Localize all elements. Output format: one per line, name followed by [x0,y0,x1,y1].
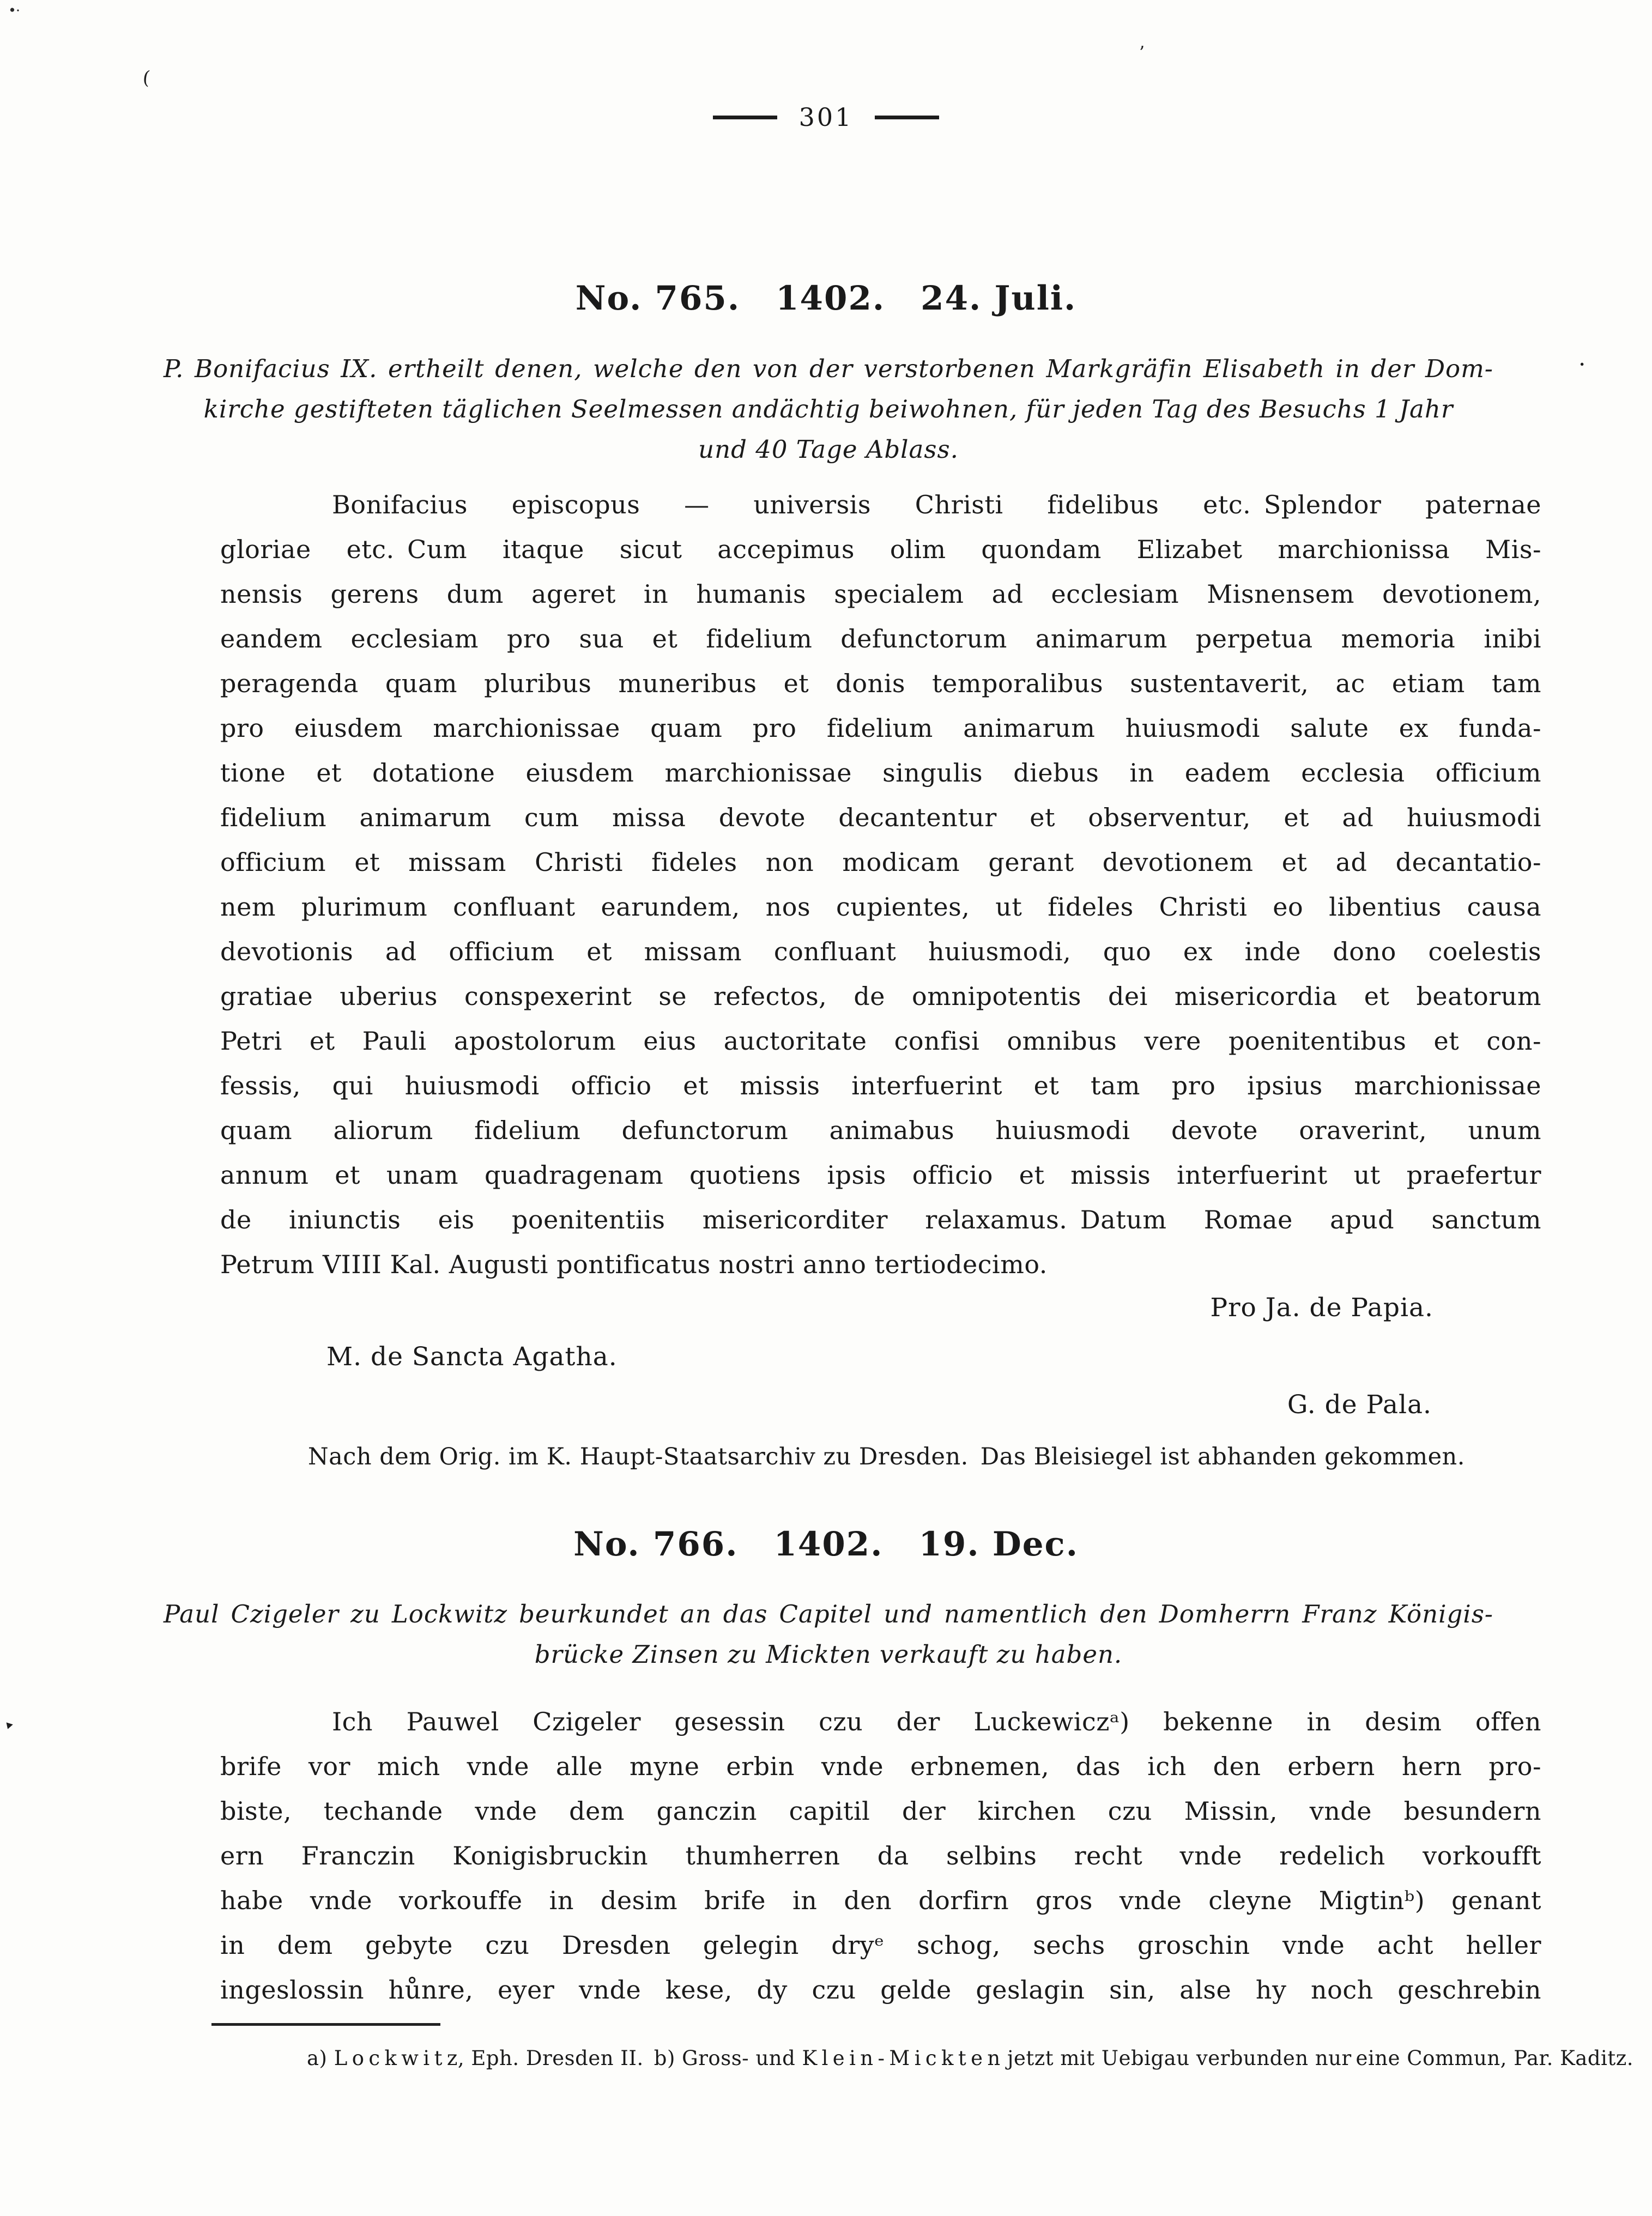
doc-766-body-line: ingeslossin hůnre, eyer vnde kese, dy czu gelde geslagin sin, alse hy noch geschrebin [220,1975,1541,2005]
doc-765-summary [164,349,1493,470]
doc-765-body-line: nensis gerens dum ageret in humanis specialem ad ecclesiam Misnensem devotionem, [220,579,1541,609]
doc-765-body [220,482,1541,1287]
doc-766-body-line: Ich Pauwel Czigeler gesessin czu der Luckewiczᵃ) bekenne in desim offen [332,1707,1541,1736]
footnote-text: a) L o c k w i t z, Eph. Dresden II. b) Gross- und K l e i n - M i c k t e n jetzt mit Uebigau verbunden nur eine Commun, Par. Kaditz. [307,2047,1633,2070]
doc-765-body-line: peragenda quam pluribus muneribus et donis temporalibus sustentaverit, ac etiam tam [220,669,1541,698]
doc-765-body-line: officium et missam Christi fideles non modicam gerant devotionem et ad decantatio- [220,847,1541,877]
doc-766-body-line: ern Franczin Konigisbruckin thumherren da selbins recht vnde redelich vorkoufft [220,1841,1541,1870]
doc-766-body-line: habe vnde vorkouffe in desim brife in den dorfirn gros vnde cleyne Migtinᵇ) genant [220,1886,1541,1915]
doc-766-summary-line: Paul Czigeler zu Lockwitz beurkundet an das Capitel und namentlich den Domherrn Franz Königis- [164,1600,1493,1628]
header-dash-left [713,116,777,119]
doc-765-body-line: de iniunctis eis poenitentiis misericorditer relaxamus. Datum Romae apud sanctum [220,1205,1541,1234]
doc-765-body-line: fessis, qui huiusmodi officio et missis interfuerint et tam pro ipsius marchionissae [220,1071,1541,1100]
doc-765-source-note: Nach dem Orig. im K. Haupt-Staatsarchiv zu Dresden. Das Bleisiegel ist abhanden gekommen. [308,1443,1465,1470]
doc-765-body-line: eandem ecclesiam pro sua et fidelium defunctorum animarum perpetua memoria inibi [220,624,1541,653]
doc-765-summary-line: und 40 Tage Ablass. [698,435,959,464]
scan-artifact: ∙· [7,1,22,20]
signature-m-de-sancta-agatha: M. de Sancta Agatha. [326,1342,618,1372]
signature-pro-ja-de-papia: Pro Ja. de Papia. [1210,1293,1433,1323]
page-header [0,102,1652,132]
footnote-rule [211,2023,440,2026]
scan-artifact: · [1578,351,1586,378]
scan-artifact: ( [141,66,152,89]
doc-765-heading: No. 765. 1402. 24. Juli. [575,279,1077,318]
doc-766-heading: No. 766. 1402. 19. Dec. [573,1525,1079,1564]
scan-artifact: ’ [1139,42,1145,63]
header-dash-right [875,116,939,119]
doc-766-summary [164,1594,1493,1675]
doc-765-body-line: gratiae uberius conspexerint se refectos, de omnipotentis dei misericordia et beatorum [220,982,1541,1011]
doc-766-summary-line: brücke Zinsen zu Mickten verkauft zu haben. [534,1640,1123,1669]
signature-g-de-pala: G. de Pala. [1287,1390,1432,1420]
page-number: 301 [798,102,854,132]
doc-765-body-line: Petri et Pauli apostolorum eius auctoritate confisi omnibus vere poenitentibus et con- [220,1026,1541,1056]
doc-765-body-line: quam aliorum fidelium defunctorum animabus huiusmodi devote oraverint, unum [220,1116,1541,1145]
doc-766-body-line: biste, techande vnde dem ganczin capitil der kirchen czu Missin, vnde besundern [220,1796,1541,1826]
doc-765-body-line: devotionis ad officium et missam confluant huiusmodi, quo ex inde dono coelestis [220,937,1541,966]
doc-766-body [220,1699,1541,2012]
doc-765-body-line: Bonifacius episcopus — universis Christi fidelibus etc. Splendor paternae [332,490,1541,519]
doc-765-body-line: fidelium animarum cum missa devote decantentur et observentur, et ad huiusmodi [220,803,1541,832]
doc-765-body-line: gloriae etc. Cum itaque sicut accepimus olim quondam Elizabet marchionissa Mis- [220,535,1541,564]
doc-765-body-line: tione et dotatione eiusdem marchionissae singulis diebus in eadem ecclesia officium [220,758,1541,788]
doc-765-summary-line: P. Bonifacius IX. ertheilt denen, welche den von der verstorbenen Markgräfin Elisabeth in der Dom- [164,354,1493,383]
doc-765-summary-line: kirche gestifteten täglichen Seelmessen andächtig beiwohnen, für jeden Tag des Besuchs 1 Jahr [203,395,1454,423]
doc-766-body-line: brife vor mich vnde alle myne erbin vnde erbnemen, das ich den erbern hern pro- [220,1752,1541,1781]
doc-765-body-line: pro eiusdem marchionissae quam pro fidelium animarum huiusmodi salute ex funda- [220,713,1541,743]
doc-766-body-line: in dem gebyte czu Dresden gelegin dryᵉ schog, sechs groschin vnde acht heller [220,1930,1541,1960]
doc-765-body-line: nem plurimum confluant earundem, nos cupientes, ut fideles Christi eo libentius causa [220,892,1541,922]
doc-765-body-line: annum et unam quadragenam quotiens ipsis officio et missis interfuerint ut praefertur [220,1160,1541,1190]
doc-765-body-line: Petrum VIIII Kal. Augusti pontificatus nostri anno tertiodecimo. [220,1250,1048,1279]
scan-artifact: ‣ [2,1714,18,1738]
